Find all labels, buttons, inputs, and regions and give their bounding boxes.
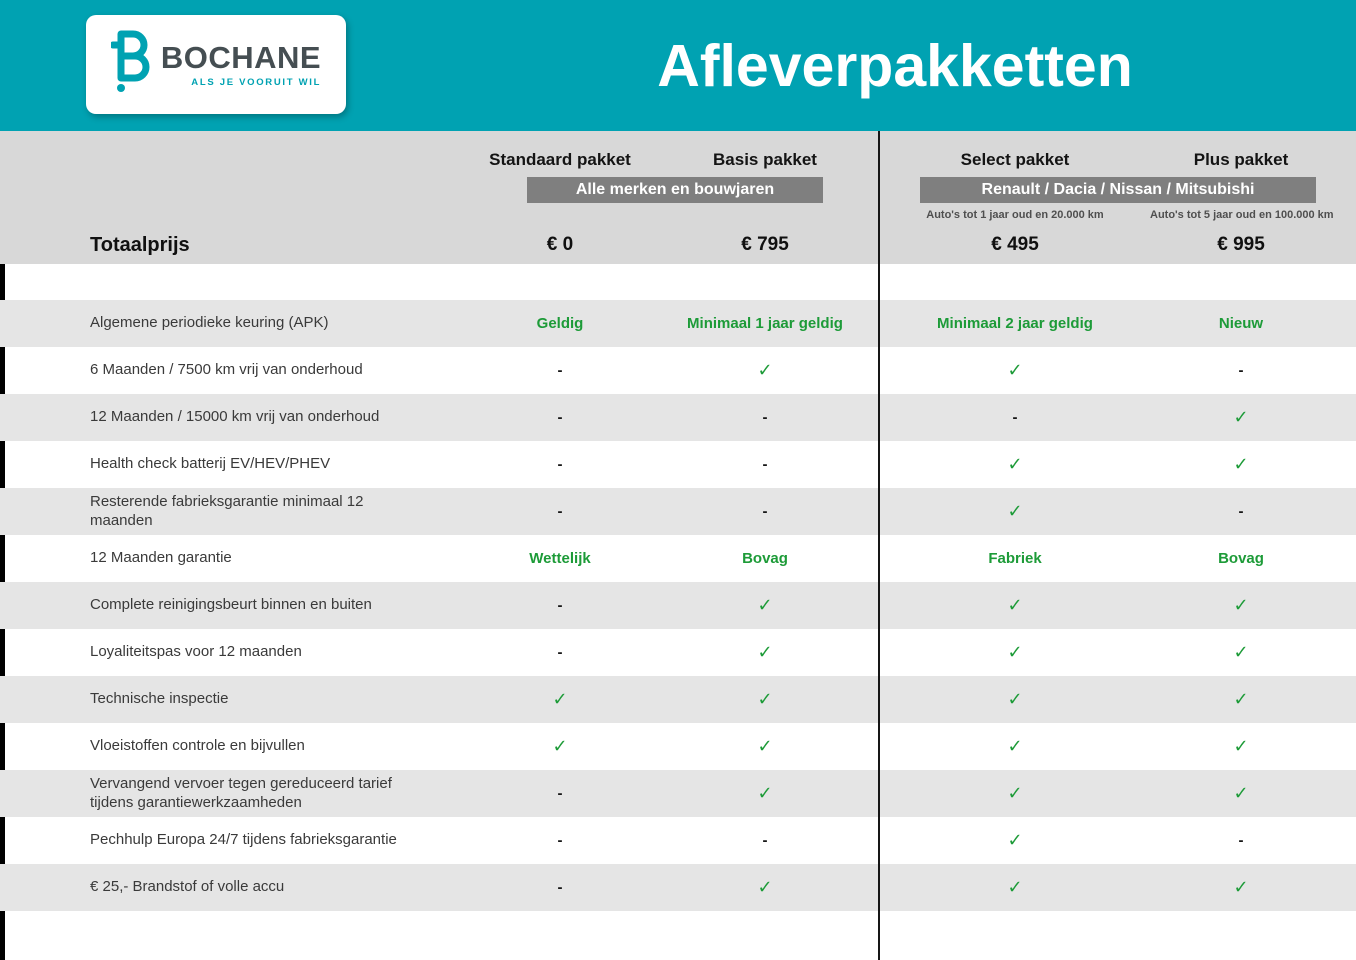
value-basis: ✓ (757, 595, 773, 615)
column-header-plus: Plus pakket (1193, 150, 1289, 169)
badge-brands: Renault / Dacia / Nissan / Mitsubishi (920, 177, 1316, 203)
value-select: Fabriek (988, 550, 1042, 567)
feature-label: Algemene periodieke keuring (APK) (90, 314, 329, 332)
value-standaard: Wettelijk (529, 550, 591, 567)
feature-label: Loyaliteitspas voor 12 maanden (90, 643, 302, 661)
value-basis: Bovag (742, 550, 788, 567)
value-plus: ✓ (1233, 736, 1249, 756)
feature-label: 12 Maanden / 15000 km vrij van onderhoud (90, 408, 380, 426)
value-standaard: - (557, 644, 563, 661)
value-plus: ✓ (1233, 689, 1249, 709)
value-standaard: - (557, 785, 563, 802)
brand-name: BOCHANE (160, 39, 322, 75)
value-select: - (1012, 409, 1018, 426)
value-standaard: Geldig (536, 315, 584, 332)
value-standaard: - (557, 456, 563, 473)
value-standaard: - (557, 503, 563, 520)
column-header-select: Select pakket (960, 150, 1070, 169)
feature-label: € 25,- Brandstof of volle accu (90, 878, 285, 896)
note-plus: Auto's tot 5 jaar oud en 100.000 km (1150, 209, 1334, 221)
value-plus: ✓ (1233, 454, 1249, 474)
value-standaard: - (557, 409, 563, 426)
feature-label: Health check batterij EV/HEV/PHEV (90, 455, 331, 473)
value-plus: ✓ (1233, 595, 1249, 615)
table-row (0, 347, 1356, 394)
value-standaard: - (557, 362, 563, 379)
value-select: Minimaal 2 jaar geldig (937, 315, 1093, 332)
value-plus: ✓ (1233, 783, 1249, 803)
feature-label: Pechhulp Europa 24/7 tijdens fabrieksgarantie (90, 831, 397, 849)
table-row (0, 582, 1356, 629)
value-plus: - (1238, 503, 1244, 520)
table-row (0, 629, 1356, 676)
value-standaard: - (557, 832, 563, 849)
value-plus: - (1238, 362, 1244, 379)
table-row (0, 488, 1356, 535)
note-select: Auto's tot 1 jaar oud en 20.000 km (926, 209, 1104, 221)
table-row (0, 864, 1356, 911)
feature-table (0, 300, 1356, 911)
value-basis: Minimaal 1 jaar geldig (687, 315, 843, 332)
table-row (0, 723, 1356, 770)
value-standaard: ✓ (552, 689, 568, 709)
brand-tagline: ALS JE VOORUIT WIL (191, 76, 322, 88)
bochane-logo-icon (111, 29, 151, 100)
table-row (0, 394, 1356, 441)
value-basis: ✓ (757, 642, 773, 662)
value-standaard: - (557, 597, 563, 614)
badges-row (0, 176, 1356, 204)
value-basis: - (762, 456, 768, 473)
value-plus: Nieuw (1218, 315, 1264, 332)
badge-alle-merken: Alle merken en bouwjaren (527, 177, 823, 203)
value-basis: ✓ (757, 783, 773, 803)
value-select: ✓ (1007, 360, 1023, 380)
total-price-row (0, 226, 1356, 264)
value-select: ✓ (1007, 454, 1023, 474)
total-label: Totaalprijs (90, 233, 190, 256)
value-standaard: - (557, 879, 563, 896)
value-select: ✓ (1007, 642, 1023, 662)
value-basis: - (762, 503, 768, 520)
feature-label: Resterende fabrieksgarantie minimaal 12 maanden (90, 492, 364, 529)
value-plus: ✓ (1233, 642, 1249, 662)
feature-label: 12 Maanden garantie (90, 549, 232, 567)
value-basis: ✓ (757, 736, 773, 756)
column-notes-row (0, 204, 1356, 226)
table-row (0, 676, 1356, 723)
value-select: ✓ (1007, 830, 1023, 850)
bochane-logo (86, 15, 346, 114)
feature-label: Vloeistoffen controle en bijvullen (90, 737, 305, 755)
feature-label: 6 Maanden / 7500 km vrij van onderhoud (90, 361, 363, 379)
feature-label: Technische inspectie (90, 690, 229, 708)
value-select: ✓ (1007, 877, 1023, 897)
table-row (0, 770, 1356, 817)
price-plus: € 995 (1217, 234, 1265, 255)
price-standaard: € 0 (546, 234, 574, 255)
column-group-divider (878, 131, 880, 960)
bottom-filler (0, 911, 1356, 960)
column-header-basis: Basis pakket (713, 150, 817, 169)
value-basis: ✓ (757, 689, 773, 709)
value-standaard: ✓ (552, 736, 568, 756)
header (0, 0, 1356, 131)
value-select: ✓ (1007, 501, 1023, 521)
column-header-standaard: Standaard pakket (489, 150, 631, 169)
value-basis: - (762, 832, 768, 849)
value-plus: Bovag (1218, 550, 1264, 567)
table-row (0, 535, 1356, 582)
value-basis: - (762, 409, 768, 426)
table-row (0, 300, 1356, 347)
feature-label: Vervangend vervoer tegen gereduceerd tarief tijdens garantiewerkzaamheden (90, 774, 392, 811)
value-basis: ✓ (757, 360, 773, 380)
value-plus: ✓ (1233, 407, 1249, 427)
page-title: Afleverpakketten (657, 32, 1133, 99)
price-basis: € 795 (741, 234, 789, 255)
value-select: ✓ (1007, 595, 1023, 615)
price-select: € 495 (991, 234, 1039, 255)
value-plus: ✓ (1233, 877, 1249, 897)
value-plus: - (1238, 832, 1244, 849)
table-row (0, 441, 1356, 488)
table-header-band (0, 131, 1356, 264)
value-select: ✓ (1007, 783, 1023, 803)
feature-label: Complete reinigingsbeurt binnen en buiten (90, 596, 372, 614)
value-basis: ✓ (757, 877, 773, 897)
spacer-row (0, 264, 1356, 300)
value-select: ✓ (1007, 736, 1023, 756)
value-select: ✓ (1007, 689, 1023, 709)
table-row (0, 817, 1356, 864)
column-headers-row (0, 144, 1356, 176)
